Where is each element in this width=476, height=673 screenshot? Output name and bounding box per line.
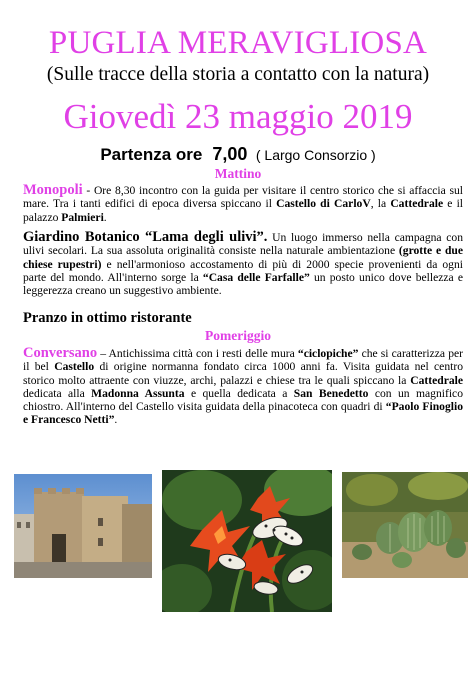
cactus-garden-photo — [342, 472, 468, 578]
lunch-line: Pranzo in ottimo ristorante — [23, 310, 192, 326]
subtitle: (Sulle tracce della storia a contatto con la natura) — [46, 64, 430, 85]
monopoli-paragraph: Monopoli - Ore 8,30 incontro con la guida per visitare il centro storico che si affaccia sul mare. Tra i tanti edifici di epoca diversa spiccano il Castello di CarloV, la Cattedrale e il palazzo Palmieri. — [23, 182, 464, 224]
garden-name: Giardino Botanico “Lama degli ulivi”. — [23, 229, 268, 245]
departure-place: ( Largo Consorzio ) — [255, 147, 376, 163]
departure-label: Partenza ore — [100, 145, 203, 164]
butterflies-photo — [162, 470, 332, 612]
conversano-name: Conversano — [23, 345, 98, 361]
departure-line — [0, 144, 476, 165]
castle-photo — [14, 474, 152, 578]
page-title: PUGLIA MERAVIGLIOSA — [48, 25, 428, 61]
garden-paragraph: Giardino Botanico “Lama degli ulivi”. Un luogo immerso nella campagna con ulivi secolari. La sua assoluta originalità consiste nella naturale ambientazione (grotte e due chiese rupestri) e nell'armonioso accostamento di più di 2000 specie provenienti da ogni parte del mondo. All'interno sorge la “Casa delle Farfalle” un posto unico dove bellezza e leggerezza creano un suggestivo ambiente. — [23, 229, 464, 298]
conversano-paragraph: Conversano – Antichissima città con i resti delle mura “ciclopiche” che si caratterizza per il bel Castello di origine normanna fondato circa 1000 anni fa. Visita guidata nel centro storico molto attraente con viuzze, archi, palazzi e chiese tra le quali spiccano la Cattedrale dedicata alla Madonna Assunta e quella dedicata a San Benedetto con un magnifico chiostro. All'interno del Castello visita guidata della pinacoteca con quadri di “Paolo Finoglio e Francesco Netti”. — [23, 345, 464, 427]
monopoli-name: Monopoli — [23, 182, 83, 198]
morning-heading: Mattino — [214, 166, 262, 181]
afternoon-heading: Pomeriggio — [205, 328, 271, 343]
departure-time: 7,00 — [212, 144, 248, 164]
trip-date: Giovedì 23 maggio 2019 — [63, 97, 413, 136]
